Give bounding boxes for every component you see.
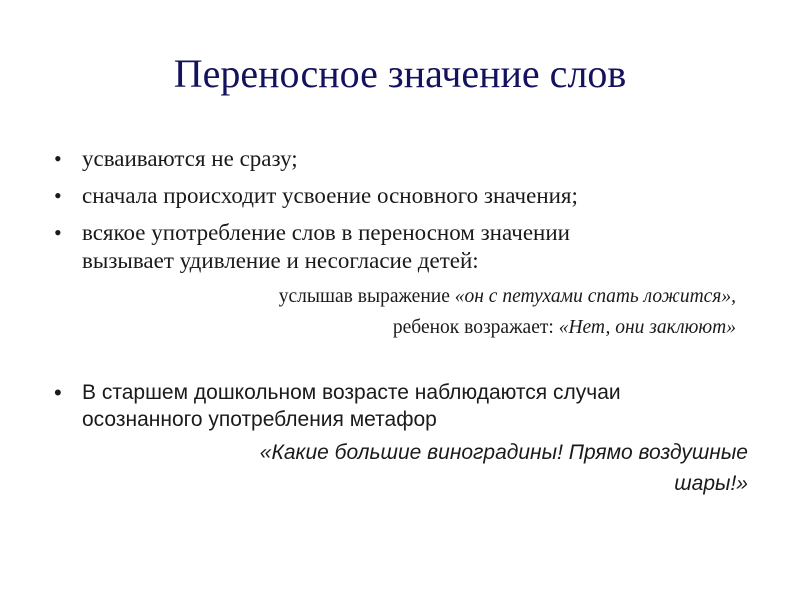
bullet-item-2 <box>48 182 768 210</box>
example-line-2 <box>48 312 736 343</box>
bullet-dot-icon: • <box>54 380 62 405</box>
bullet-text-line-1: всякое употребление слов в переносном значении <box>82 220 570 245</box>
bullet-text-line-2: осознанного употребления метафор <box>82 408 437 431</box>
bullet-text-line-2: вызывает удивление и несогласие детей: <box>82 248 479 273</box>
bullet-dot-icon: • <box>54 220 62 245</box>
example-quote-2 <box>48 437 768 499</box>
bullet-text-line-1: В старшем дошкольном возрасте наблюдаются случаи <box>82 381 621 404</box>
example-quote-text: «он с петухами спать ложится», <box>454 286 736 307</box>
example-prefix: ребенок возражает: <box>392 317 559 338</box>
example-line-1: «Какие большие виноградины! Прямо воздушные <box>259 441 748 464</box>
bullet-text: усваиваются не сразу; <box>82 146 298 171</box>
example-quote-text: «Нет, они заклюют» <box>558 317 736 338</box>
bullet-dot-icon: • <box>54 183 62 208</box>
example-line-2: шары!» <box>674 472 748 495</box>
bullet-item-3 <box>48 219 768 275</box>
slide-title: Переносное значение слов <box>173 51 627 96</box>
bullet-item-4 <box>48 379 768 433</box>
example-prefix: услышав выражение <box>278 286 455 307</box>
bullet-text: сначала происходит усвоение основного значения; <box>82 183 578 208</box>
example-quote-1 <box>48 281 768 343</box>
bullet-list <box>48 145 768 499</box>
bullet-item-1 <box>48 145 768 173</box>
bullet-dot-icon: • <box>54 146 62 171</box>
example-line-1 <box>48 281 736 312</box>
